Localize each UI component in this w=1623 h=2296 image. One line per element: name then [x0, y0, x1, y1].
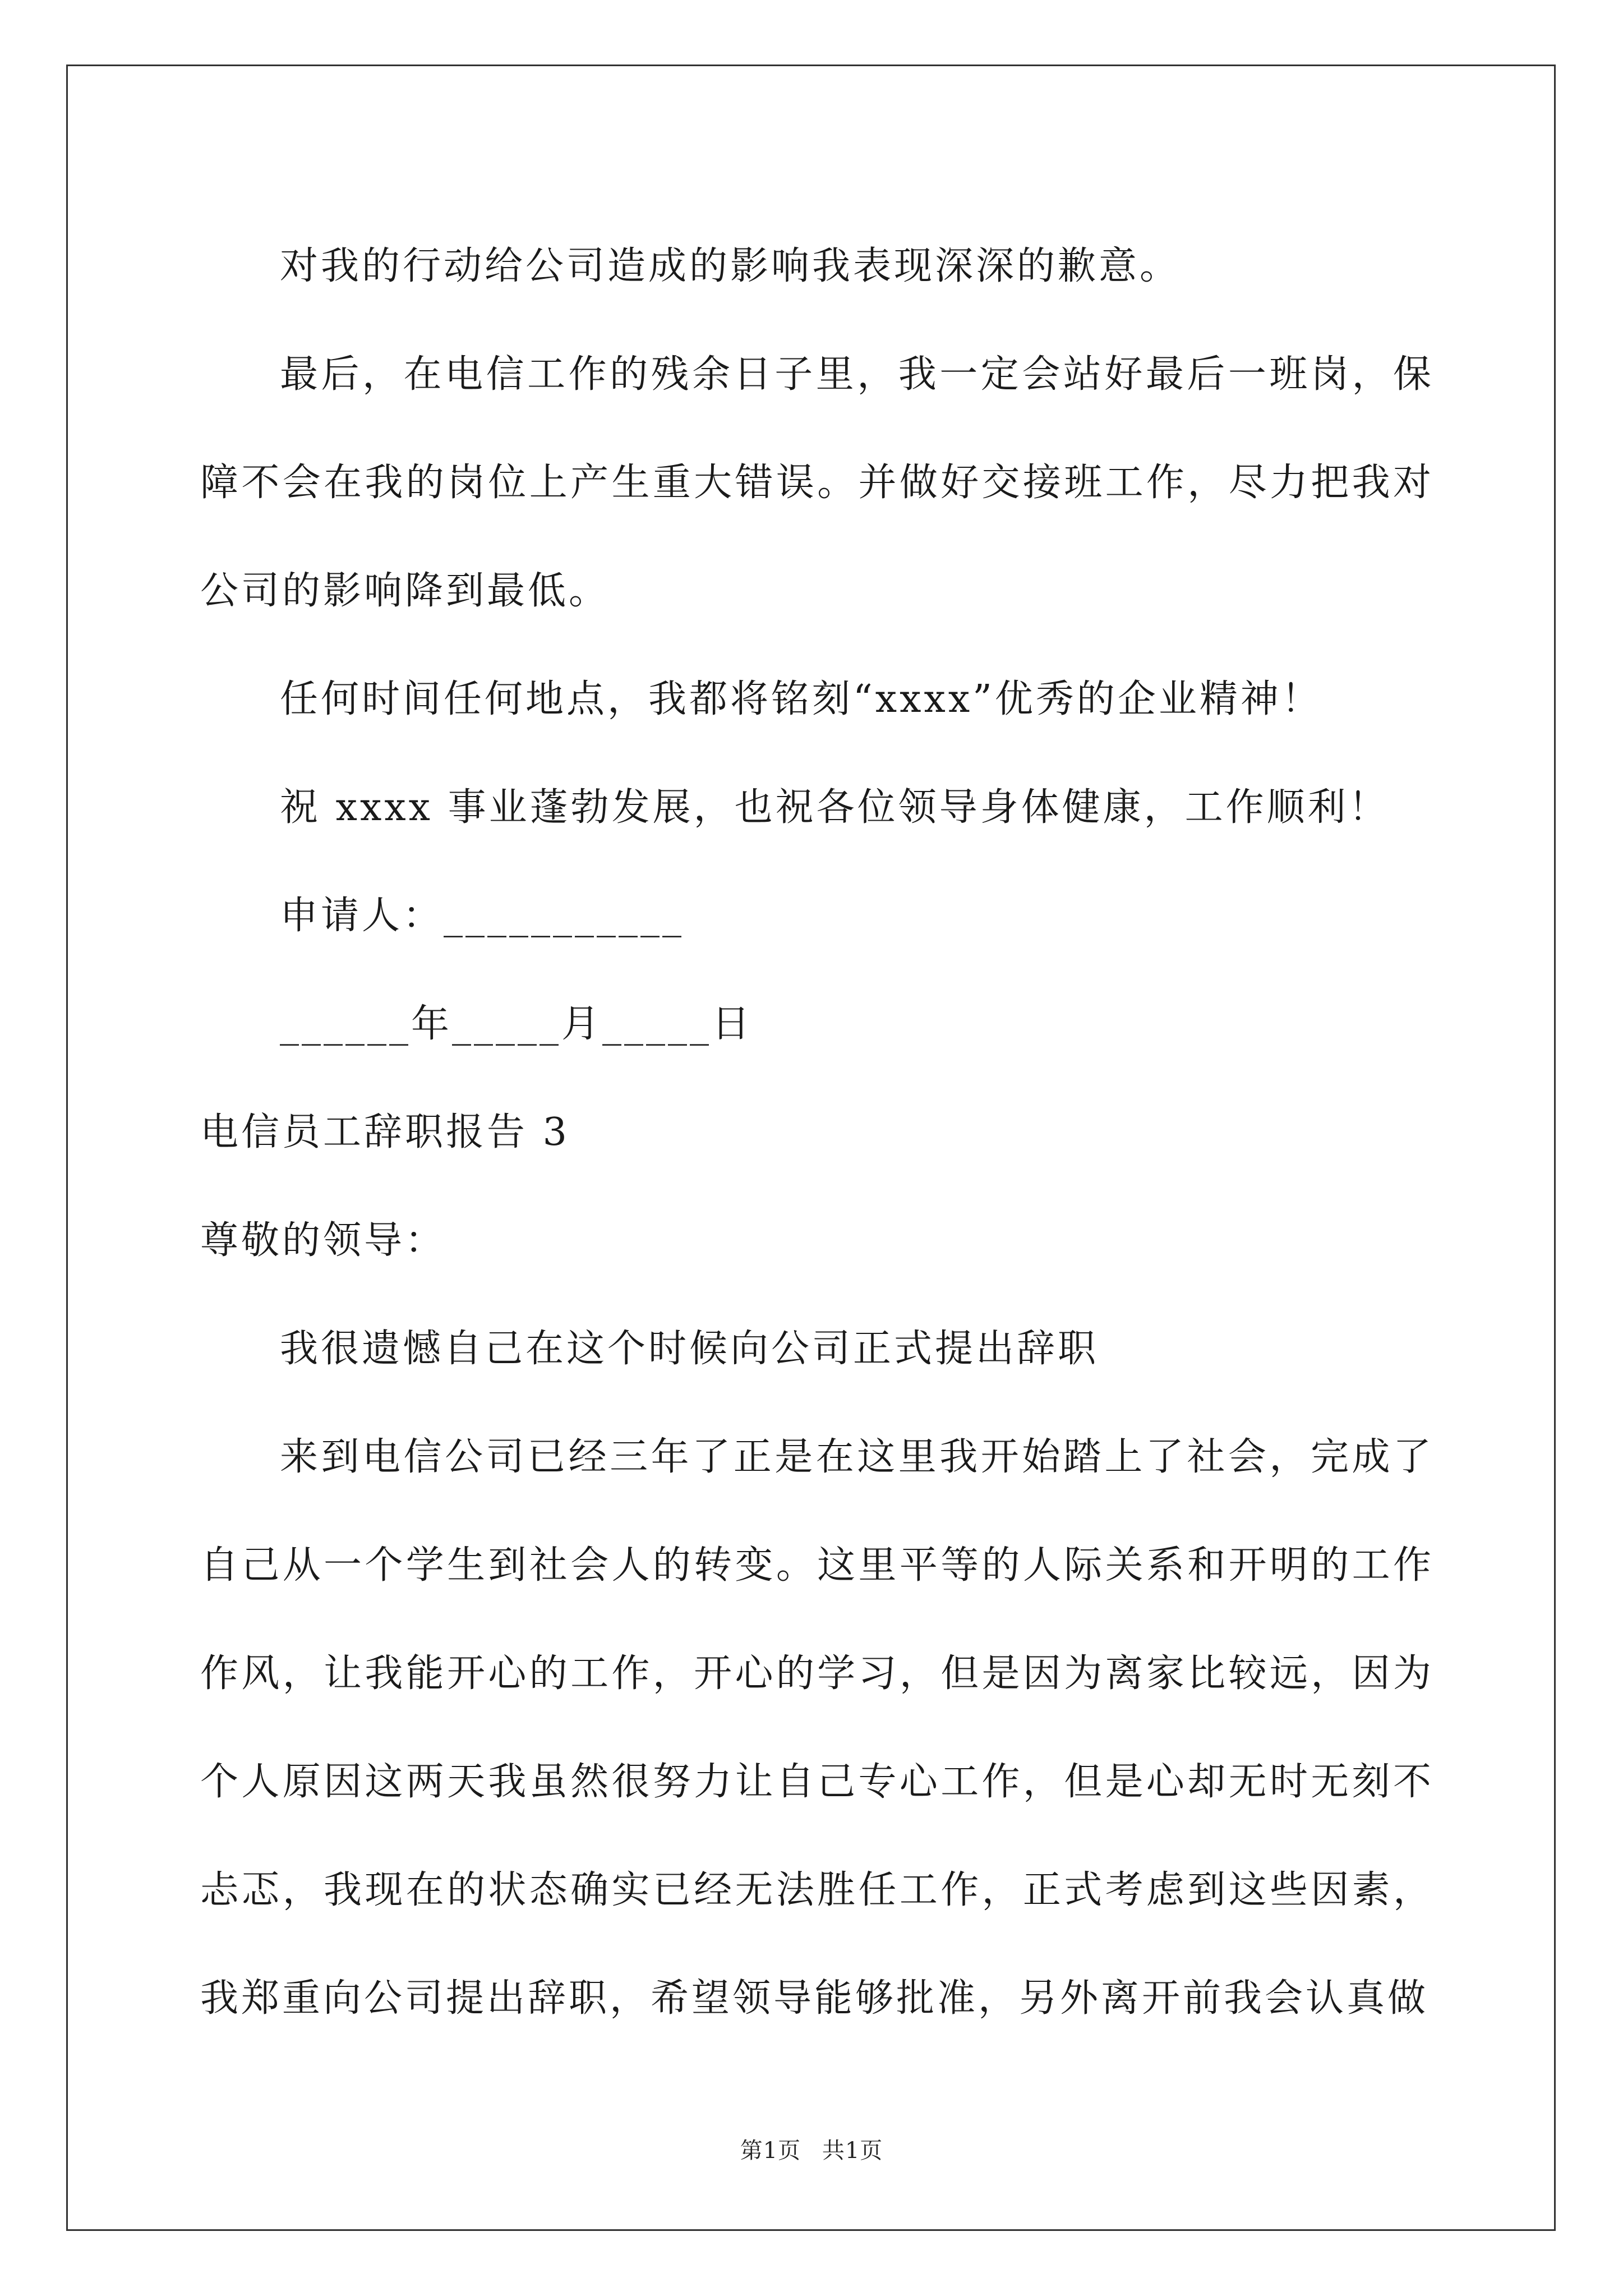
- section-heading: 电信员工辞职报告 3: [200, 1110, 570, 1154]
- page-footer: [0, 2133, 1623, 2165]
- salutation: 尊敬的领导：: [200, 1218, 446, 1263]
- paragraph-wishes: 祝 xxxx 事业蓬勃发展，也祝各位领导身体健康，工作顺利！: [280, 785, 1390, 830]
- paragraph-final-duty: 最后，在电信工作的残余日子里，我一定会站好最后一班岗，保障不会在我的岗位上产生重大错误。并做好交接班工作，尽力把我对公司的影响降到最低。: [200, 352, 1434, 613]
- page-total: 共1页: [822, 2138, 883, 2164]
- paragraph-resignation-statement: 我很遗憾自己在这个时候向公司正式提出辞职: [280, 1327, 1099, 1371]
- applicant-signature-line: 申请人：___________: [280, 894, 685, 938]
- paragraph-reasons: 来到电信公司已经三年了正是在这里我开始踏上了社会，完成了自己从一个学生到社会人的转变。这里平等的人际关系和开明的工作作风，让我能开心的工作，开心的学习，但是因为离家比较远，因为个人原因这两天我虽然很努力让自己专心工作，但是心却无时无刻不忐忑，我现在的状态确实已经无法胜任工作，正式考虑到这些因素，我郑重向公司提出辞职，希望领导能够批准，另外离开前我会认真做: [200, 1435, 1434, 2021]
- page-number: 第1页: [740, 2138, 801, 2164]
- document-body: [200, 212, 1434, 2053]
- paragraph-apology: 对我的行动给公司造成的影响我表现深深的歉意。: [280, 244, 1181, 288]
- date-line: ______年_____月_____日: [280, 1002, 753, 1046]
- paragraph-corporate-spirit: 任何时间任何地点，我都将铭刻“xxxx”优秀的企业精神！: [280, 677, 1322, 721]
